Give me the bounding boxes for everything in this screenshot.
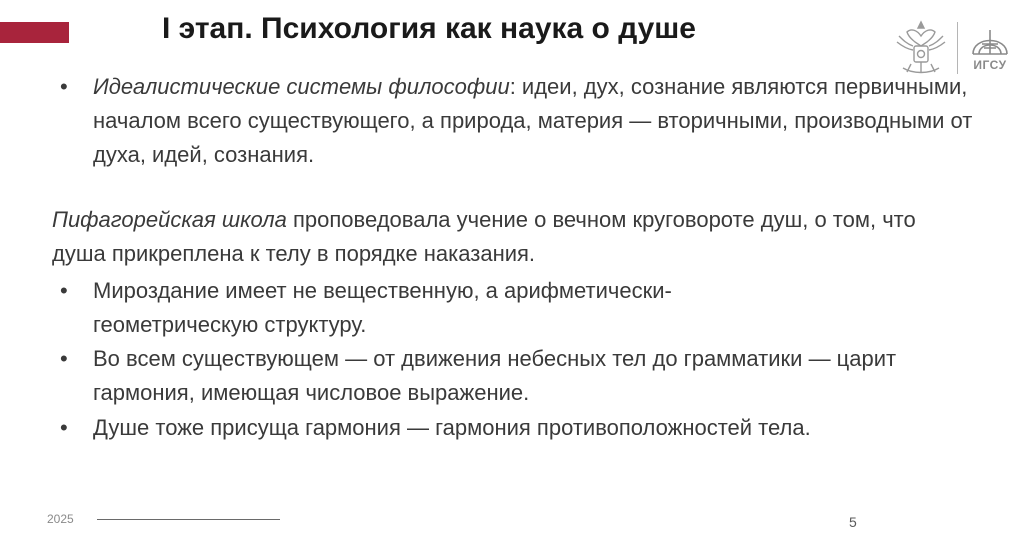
bullet-universe: Мироздание имеет не вещественную, а арифметически-геометрическую структуру.	[93, 278, 672, 337]
footer-year: 2025	[47, 512, 74, 526]
bullet-soul-harmony: Душе тоже присуща гармония — гармония противоположностей тела.	[93, 415, 811, 440]
logo-divider	[957, 22, 958, 74]
bullet-marker	[60, 274, 70, 308]
paragraph-pythagorean-text: проповедовала учение о вечном круговороте душ, о том, что душа прикреплена к телу в порядке наказания.	[52, 207, 916, 266]
logo-label: ИГСУ	[973, 58, 1007, 72]
paragraph-pythagorean	[52, 203, 972, 271]
bullet-marker	[60, 342, 70, 376]
bullet-idealism	[93, 70, 973, 172]
slide-title: I этап. Психология как наука о душе	[162, 12, 696, 45]
bullet-marker	[60, 70, 70, 104]
bullet-marker	[60, 411, 70, 445]
accent-bar	[0, 22, 69, 43]
bullet-harmony: Во всем существующем — от движения небесных тел до грамматики — царит гармония, имеющая числовое выражение.	[93, 346, 897, 405]
term-idealism: Идеалистические системы философии	[93, 74, 510, 99]
footer-divider	[97, 519, 280, 520]
page-number: 5	[849, 514, 857, 530]
bullet-idealism-text: : идеи, дух, сознание являются первичными, началом всего существующего, а природа, материя — вторичными, производными от духа, идей, сознания.	[93, 74, 973, 167]
term-pythagorean: Пифагорейская школа	[52, 207, 287, 232]
coat-of-arms-icon	[893, 16, 949, 76]
